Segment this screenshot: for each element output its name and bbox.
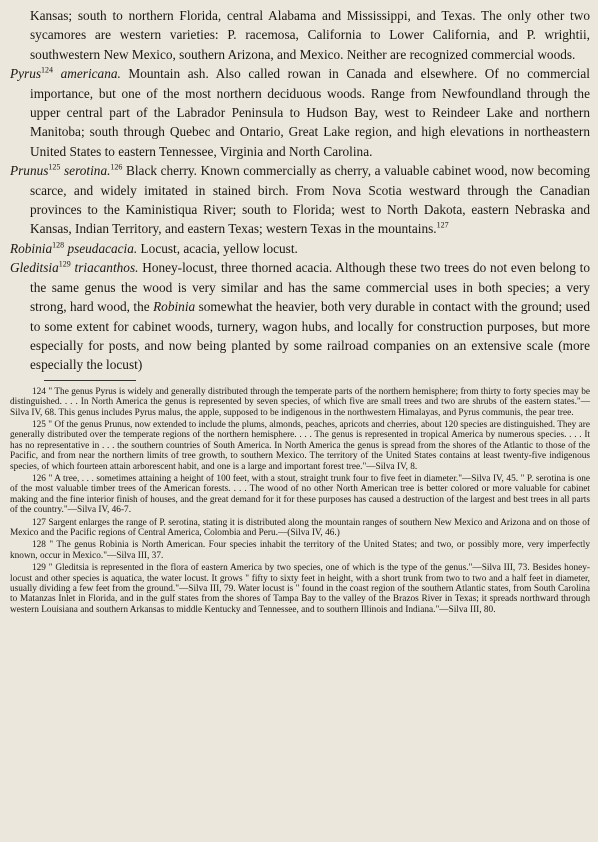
footnote-128: 128 " The genus Robinia is North American. Four species inhabit the territory of the United States; and two, or possibly more, very imperfectly known, occur in Mexico."—Silva III, 37. <box>10 540 590 561</box>
main-text <box>10 6 590 375</box>
entry-body: somewhat the heavier, both very durable in contact with the ground; used to some extent for cabinet woods, turnery, wagon hubs, and locally for construction purposes, but more especially for posts, and now being planted by some railroad companies on an extensive scale (more especially the locust) <box>30 299 590 373</box>
footnote-ref: 125 <box>48 162 61 172</box>
entry-prunus <box>10 161 590 239</box>
footnotes <box>10 387 590 616</box>
paragraph-sycamore-continuation: Kansas; south to northern Florida, central Alabama and Mississippi, and Texas. The only other two sycamores are western varieties: P. racemosa, California to Lower California, and P. wrightii, southwestern New Mexico, southern Arizona, and Mexico. Neither are recognized commercial woods. <box>30 8 590 62</box>
footnote-126: 126 " A tree, . . . sometimes attaining a height of 100 feet, with a stout, straight trunk four to five feet in diameter."—Silva IV, 45. " P. serotina is one of the most valuable timber trees of the American forests. . . . The wood of no other North American tree is better colored or more valuable for cabinet making and the fine interior finish of houses, and the great demand for it for these purposes has caused a destruction of the largest and best trees in all parts of the country."—Silva IV, 46-7. <box>10 473 590 516</box>
genus-name: Gleditsia <box>10 260 59 276</box>
footnote-125: 125 " Of the genus Prunus, now extended to include the plums, almonds, peaches, apricots and cherries, about 120 species are distinguished. They are generally distributed over the temperate regions of the northern hemisphere. . . . The genus is represented in tropical America by numerous species. . . . It has no representative in . . . the southern countries of South America. In North America the genus is spread from the shores of the Atlantic to those of the Pacific, and from near the northern limits of tree growth, to southern Mexico. The territory of the United States contains at least twenty-five indigenous species, of which fourteen attain arborescent habit, and one is a large and important forest tree."—Silva IV, 8. <box>10 419 590 472</box>
genus-name: Robinia <box>153 299 196 315</box>
species-name: serotina. <box>64 163 111 179</box>
entry-pyrus <box>10 64 590 161</box>
genus-name: Prunus <box>10 163 49 179</box>
genus-name: Robinia <box>10 240 53 256</box>
entry-body: Honey-locust, three thorned acacia. Although these two trees do not even belong to the same genus the wood is very similar and has the same commercial uses in both species; a very strong, hard wood, the <box>30 260 591 315</box>
footnote-ref: 129 <box>58 259 71 269</box>
footnote-129: 129 " Gleditsia is represented in the flora of eastern America by two species, one of which is the type of the genus."—Silva III, 73. Besides honey-locust and other species is aquatica, the water locust. It grows " fifty to sixty feet in height, with a short trunk from two to two and a half feet in diameter, usually dividing a few feet from the ground."—Silva III, 79. Water locust is " found in the coast region of the southern Atlantic states, from South Carolina to Matanzas Inlet in Florida, and in the gulf states from the shores of Tampa Bay to the valley of the Brazos River in Texas; it spreads northward through western Louisiana and southern Arkansas to middle Kentucky and Tennessee, and to southern Illinois and Indiana."—Silva III, 80. <box>10 563 590 615</box>
footnote-ref: 127 <box>436 221 449 231</box>
entry-robinia <box>10 239 590 258</box>
species-name: americana. <box>60 66 121 82</box>
footnote-ref: 128 <box>52 240 65 250</box>
entry-body: Locust, acacia, yellow locust. <box>137 240 298 256</box>
entry-body: Mountain ash. Also called rowan in Canada and elsewhere. Of no commercial importance, but one of the most northern deciduous woods. Range from Newfoundland through the upper central part of the Labrador Peninsula to Hudson Bay, west to Reindeer Lake and northern Manitoba; south through Quebec and Ontario, Great Lake region, and high elevations in northeastern United States to eastern Tennessee, Virginia and North Carolina. <box>30 66 590 159</box>
footnote-ref: 126 <box>110 162 123 172</box>
species-name: triacanthos. <box>74 260 139 276</box>
footnote-124: 124 " The genus Pyrus is widely and generally distributed through the temperate parts of the northern hemisphere; from thirty to forty species may be distinguished. . . . In North America the genus is represented by seven species, of which five are small trees and two are shrubs of the eastern states."—Silva IV, 68. This genus includes Pyrus malus, the apple, supposed to be indigenous in the northwestern Himalayas, and Pyrus communis, the pear tree. <box>10 386 590 418</box>
footnote-divider <box>44 380 136 381</box>
genus-name: Pyrus <box>10 66 42 82</box>
entry-gleditsia <box>10 258 590 374</box>
entry-body: Black cherry. Known commercially as cherry, a valuable cabinet wood, now becoming scarce, and widely imitated in stained birch. From Nova Scotia westward through the Canadian provinces to the Kaministiqua River; south to Florida; west to North Dakota, eastern Nebraska and Kansas, Indian Territory, and eastern Texas; western Texas in the mountains. <box>30 163 590 237</box>
footnote-127: 127 Sargent enlarges the range of P. serotina, stating it is distributed along the mountain ranges of southern New Mexico and Arizona and on those of Mexico and the Pacific regions of Central America, Colombia and Peru.—(Silva IV, 46.) <box>10 517 590 538</box>
footnote-ref: 124 <box>41 65 54 75</box>
species-name: pseudacacia. <box>67 240 138 256</box>
